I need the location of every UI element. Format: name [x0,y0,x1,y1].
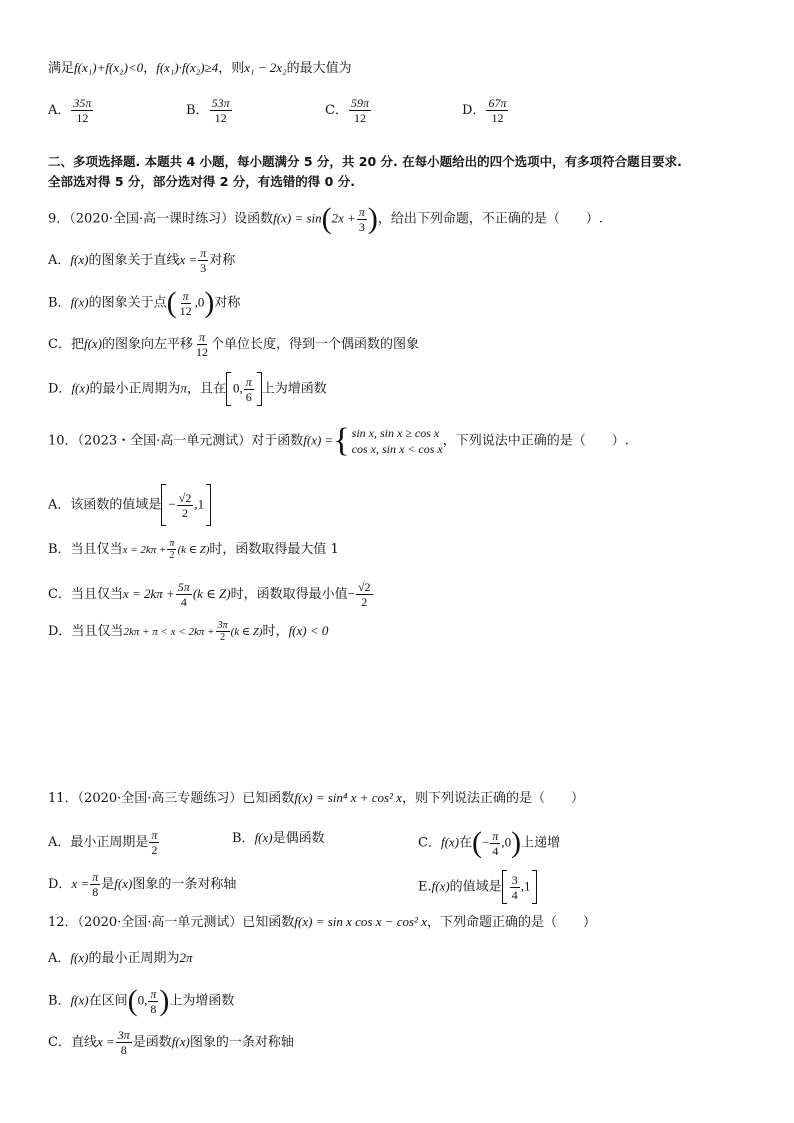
option-text: 上为增函数 [261,381,327,397]
math-expression: π [180,380,188,396]
fraction [167,538,176,561]
option-text: 时，函数取得最大值 1 [209,542,339,557]
numerator: π [151,828,158,842]
function-symbol: f(x) [254,830,273,845]
function-symbol: f(x) [70,294,89,310]
q8-text: ，则 [218,61,245,76]
q9-function: f(x) = sin [273,210,322,226]
option-text: 在 [459,835,473,851]
numerator: π [245,374,252,389]
option-letter: A． [48,951,71,966]
math-expression: 0, [137,992,148,1008]
function-symbol: f(x) [83,336,102,351]
fraction [216,620,230,643]
q11-option-e[interactable] [418,870,537,904]
denominator: 2 [169,550,175,561]
fraction [176,580,192,609]
q11-option-b[interactable] [232,828,325,849]
section-heading: 二、多项选择题. 本题共 4 小题，每小题满分 5 分，共 20 分. 在每小题给出的四个选项中，有多项符合题目要求. [48,154,682,169]
numerator: π [492,828,499,843]
bracket-left [226,372,231,406]
q11-text: ，则下列说法正确的是（ ） [401,791,584,806]
denominator: 6 [245,389,252,404]
option-text: 对称 [209,253,236,268]
q9-option-b[interactable] [48,288,240,318]
math-expression: (k ∈ Z) [192,586,231,601]
denominator: 12 [491,111,504,125]
brace: { [333,422,350,459]
numerator: 3 [511,872,518,887]
q12-stem [48,912,596,933]
option-letter: D． [48,381,72,397]
denominator: 2 [220,632,226,643]
paren-left: ( [127,984,138,1017]
option-letter: B． [186,103,209,118]
option-text: 图象的一条对称轴 [189,1035,294,1050]
fraction [244,375,254,404]
option-letter: B． [232,831,255,846]
q10-option-b[interactable] [48,538,339,561]
option-text: C．当且仅当 [48,587,123,602]
section-instructions: 全部选对得 5 分，部分选对得 2 分，有选错的得 0 分. [48,174,355,189]
denominator: 12 [196,345,209,359]
q8-condition-line [48,58,352,79]
bracket-right [206,484,211,526]
q9-argument: 2x + [331,210,356,226]
q10-option-d[interactable] [48,620,328,643]
case-2: cos x, sin x < cos x [351,442,443,456]
denominator: 3 [358,219,365,234]
q10-text: 10．（2023・全国·高一单元测试）对于函数 [48,433,304,449]
math-expression: ,1 [194,496,205,512]
q9-option-d[interactable] [48,372,327,406]
bracket-left [502,870,507,904]
fraction [357,205,367,234]
case-1: sin x, sin x ≥ cos x [351,426,440,440]
q11-option-a[interactable] [48,828,160,857]
denominator: 8 [150,1001,157,1016]
denominator: 4 [511,887,518,902]
paren-right: ) [159,984,170,1017]
fraction [356,580,373,609]
function-symbol: f(x) [114,876,133,891]
option-text: ，且在 [187,381,227,397]
function-symbol: f(x) [440,834,459,850]
fraction [349,96,371,125]
q10-option-c[interactable] [48,580,374,609]
option-text: D．当且仅当 [48,624,124,639]
fraction [210,96,232,125]
option-text: A．该函数的值域是 [48,497,162,513]
fraction [90,870,100,899]
q12-function: f(x) = sin x cos x − cos² x [294,914,428,929]
paren-right: ) [367,202,378,235]
denominator: 12 [179,303,192,318]
numerator: π [150,986,157,1001]
denominator: 2 [182,505,189,520]
q8-text: 满足 [48,61,75,76]
bracket-right [532,870,537,904]
math-expression: 0, [233,380,243,396]
piecewise-function [333,424,442,458]
paren-right: ) [204,286,215,319]
fraction [148,987,158,1016]
option-text: 在区间 [88,993,128,1009]
numerator: π [182,288,189,303]
fraction [71,96,93,125]
option-letter: C． [418,835,441,851]
option-letter: B． [48,295,71,311]
q8-expression: x₁ − 2x₂ [244,60,287,75]
q12-text: 12．（2020·全国·高一单元测试）已知函数 [48,915,295,930]
option-text: 的图象向左平移 [102,337,194,352]
function-symbol: f(x) [431,878,450,894]
math-expression: 2π [179,950,193,965]
math-expression: (k ∈ Z) [177,544,210,556]
numerator: 53π [211,96,230,110]
option-text: 的值域是 [449,879,502,895]
option-text: A．最小正周期是 [48,835,149,850]
q10-option-a[interactable] [48,484,211,526]
option-text: 时， [262,624,289,639]
fraction [149,828,159,857]
option-letter: A． [48,103,71,118]
option-text: 对称 [214,295,241,311]
function-symbol: f(x) [70,992,89,1008]
denominator: 8 [120,1043,127,1057]
option-text: 的图象关于点 [88,295,167,311]
math-expression: ,1 [520,878,531,894]
denominator: 12 [353,111,366,125]
option-letter: C．把 [48,337,84,352]
paren-left: ( [166,286,177,319]
q8-text: 的最大值为 [286,61,352,76]
function-symbol: f(x) [171,1034,190,1049]
fraction [486,96,508,125]
q11-stem [48,788,584,809]
q8-condition-1: f(x₁)+f(x₂)<0 [74,60,144,75]
fraction [490,829,500,858]
option-text: 图象的一条对称轴 [132,877,237,892]
option-letter: D． [462,103,486,118]
q11-option-c[interactable] [418,828,560,858]
math-expression: (k ∈ Z) [230,626,263,638]
numerator: 3π [117,1028,130,1042]
q11-function: f(x) = sin⁴ x + cos² x [294,790,402,805]
option-text: C．直线 [48,1035,97,1050]
math-expression: x = [71,876,90,891]
q8-option-c[interactable] [325,96,372,125]
numerator: π [92,870,99,884]
math-expression: 2kπ + π < x < 2kπ + [123,626,215,638]
fraction [116,1028,132,1057]
function-symbol: f(x) [70,950,89,965]
denominator: 2 [361,595,368,609]
math-expression: x = 2kπ + [122,586,175,601]
option-text: 是函数 [132,1035,172,1050]
option-letter: A． [48,253,71,268]
numerator: 67π [488,96,507,110]
numerator: π [169,538,175,549]
numerator: 35π [73,96,92,110]
option-text: 是偶函数 [272,831,325,846]
numerator: 5π [177,580,190,594]
option-text: B．当且仅当 [48,542,123,557]
paren-left: ( [321,202,332,235]
q9-option-c[interactable] [48,330,419,359]
denominator: 4 [492,843,499,858]
bracket-left [161,484,166,526]
numerator: π [200,246,207,260]
option-text: 时，函数取得最小值 [230,587,348,602]
cases [352,425,443,457]
q12-option-a[interactable] [48,948,192,969]
q8-option-b[interactable] [186,96,233,125]
numerator: √2 [357,580,371,594]
math-expression: − [482,834,490,850]
option-text: 的最小正周期为 [89,381,181,397]
q10-function: f(x) = [303,432,334,448]
q9-stem [48,204,603,234]
denominator: 3 [200,261,207,275]
numerator: π [199,330,206,344]
fraction [198,246,208,275]
option-letter: B． [48,993,71,1009]
q11-text: 11．（2020·全国·高三专题练习）已知函数 [48,791,295,806]
q10-stem [48,424,629,458]
numerator: 3π [217,620,228,631]
q9-text: 9．（2020·全国·高一课时练习）设函数 [48,211,274,227]
numerator: π [358,204,365,219]
math-expression: x = 2kπ + [122,544,167,556]
math-expression: − [168,496,176,512]
q8-option-a[interactable] [48,96,94,125]
q11-option-d[interactable] [48,870,236,899]
option-letter: C． [325,103,348,118]
q12-option-c[interactable] [48,1028,294,1057]
denominator: 12 [214,111,227,125]
option-text: 的最小正周期为 [88,951,180,966]
q9-option-a[interactable] [48,246,235,275]
q12-text: ，下列命题正确的是（ ） [427,915,597,930]
option-text: 上为增函数 [169,993,235,1009]
option-letter: D． [48,877,72,892]
math-expression: f(x) < 0 [288,623,329,638]
function-symbol: f(x) [70,252,89,267]
separator: ， [143,61,157,76]
denominator: 12 [76,111,89,125]
math-expression: ,0 [501,834,512,850]
paren-right: ) [511,826,522,859]
function-symbol: f(x) [71,380,90,396]
option-text: 是 [101,877,115,892]
fraction [177,491,194,520]
numerator: √2 [178,490,192,505]
fraction [510,873,520,902]
q9-text: ，给出下列命题，不正确的是（ ）. [377,211,604,227]
q10-text: ，下列说法中正确的是（ ）. [442,433,629,449]
math-expression: ,0 [194,294,205,310]
paren-left: ( [472,826,483,859]
denominator: 4 [180,595,187,609]
fraction [178,289,194,318]
fraction [194,330,210,359]
denominator: 8 [92,885,99,899]
option-text: 上递增 [521,835,561,851]
q8-option-d[interactable] [462,96,509,125]
numerator: 59π [350,96,369,110]
math-expression: x = [96,1034,115,1049]
option-text: 个单位长度，得到一个偶函数的图象 [211,337,420,352]
option-letter: E. [418,879,432,895]
q8-condition-2: f(x₁)·f(x₂)≥4 [156,60,219,75]
math-expression: x = [179,252,198,267]
denominator: 2 [151,843,158,857]
option-text: 的图象关于直线 [88,253,180,268]
q12-option-b[interactable] [48,986,234,1016]
math-expression: − [347,586,355,601]
